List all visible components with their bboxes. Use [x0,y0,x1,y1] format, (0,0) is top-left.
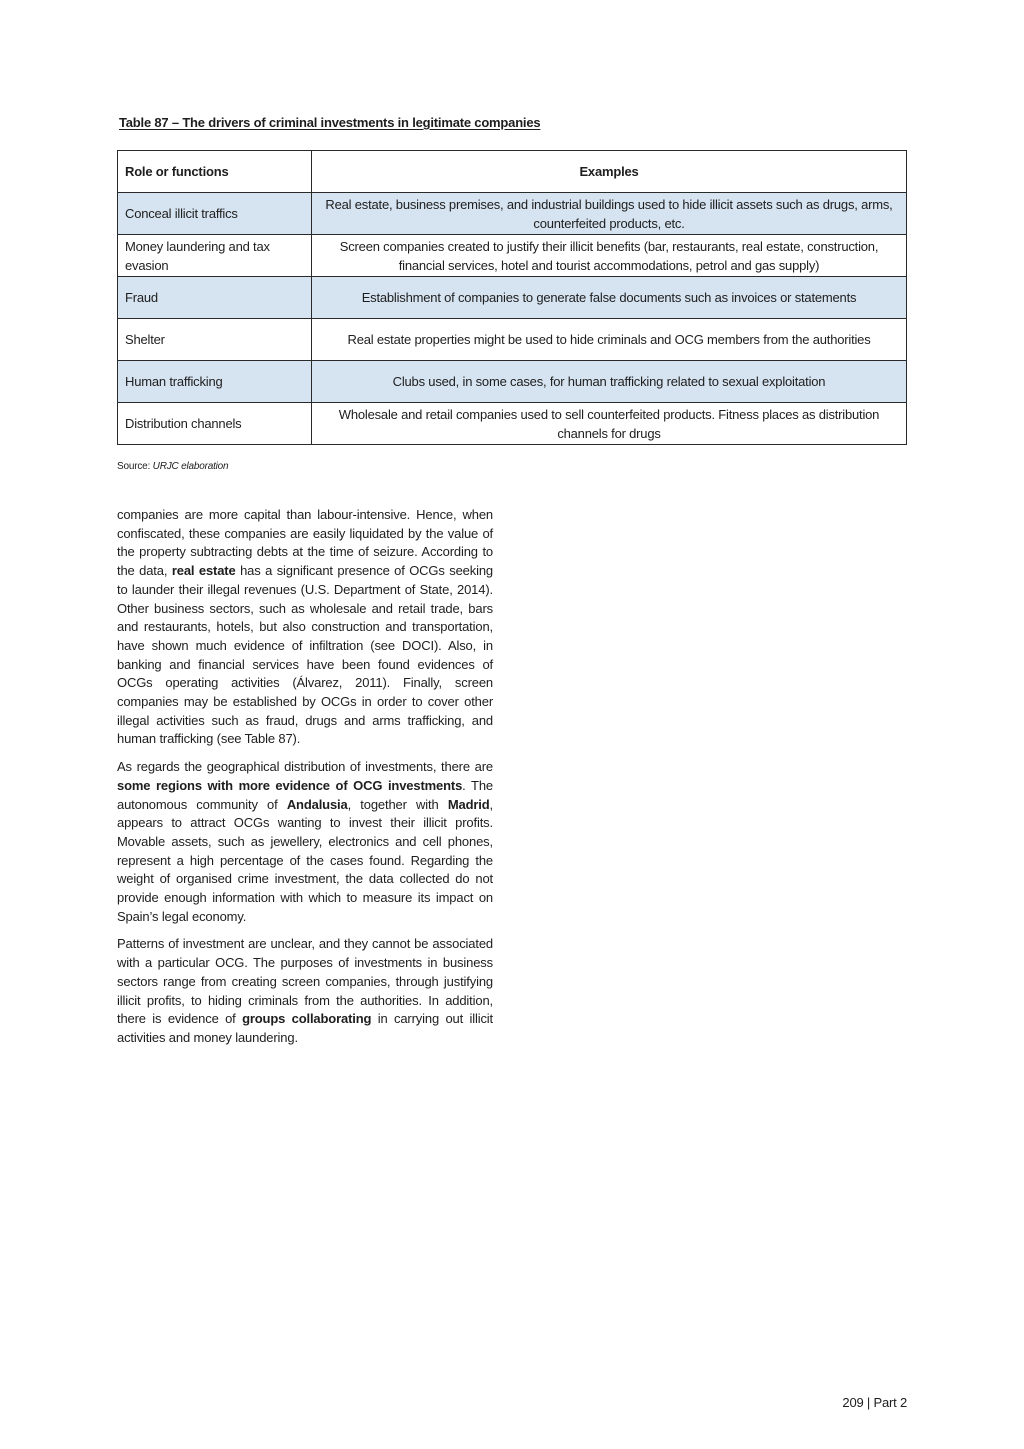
row-example: Clubs used, in some cases, for human trafficking related to sexual exploitation [312,361,907,403]
row-example: Real estate, business premises, and industrial buildings used to hide illicit assets such as drugs, arms, counterfeited products, etc. [312,193,907,235]
bold-text-run: some regions with more evidence of OCG investments [117,777,463,793]
text-run: in carrying out illicit activities and money laundering. [117,1011,493,1045]
drivers-table [117,150,907,445]
bold-text-run: real estate [171,563,236,579]
table-row [118,319,907,361]
row-role: Conceal illicit traffics [118,193,312,235]
table-header-row [118,151,907,193]
table-row [118,193,907,235]
body-paragraph [117,506,493,749]
row-role: Fraud [118,277,312,319]
row-role: Money laundering and tax evasion [118,235,312,277]
row-role: Distribution channels [118,403,312,445]
text-run: , appears to attract OCGs wanting to invest their illicit profits. Movable assets, such as jewellery, electronics and cell phones, represent a high percentage of the cases found. Regarding the weight of organised crime investment, the data collected do not provide enough information with which to measure its impact on Spain’s legal economy. [117,796,493,924]
page-number: 209 | Part 2 [842,1395,907,1410]
row-role: Shelter [118,319,312,361]
header-role: Role or functions [118,151,312,193]
bold-text-run: Madrid [447,796,490,812]
header-examples: Examples [312,151,907,193]
bold-text-run: Andalusia [286,796,348,812]
row-example: Real estate properties might be used to hide criminals and OCG members from the authorities [312,319,907,361]
table-row [118,403,907,445]
text-run: companies are more capital than labour-intensive. Hence, when confiscated, these companies are easily liquidated by the value of the property subtracting debts at the time of seizure. According to the data, [117,507,493,579]
table-row [118,361,907,403]
source-value: URJC elaboration [152,461,229,472]
text-run: Patterns of investment are unclear, and they cannot be associated with a particular OCG. The purposes of investments in business sectors range from creating screen companies, through justifying illicit profits, to hiding criminals from the authorities. In addition, there is evidence of [117,936,493,1027]
text-run: has a significant presence of OCGs seeking to launder their illegal revenues (U.S. Department of State, 2014). Other business sectors, such as wholesale and retail trade, bars and restaurants, hotels, but also construction and transportation, have shown much evidence of infiltration (see DOCI). Also, in banking and financial services have been found evidences of OCGs operating activities (Álvarez, 2011). Finally, screen companies may be established by OCGs in order to cover other illegal activities such as fraud, drugs and arms trafficking, and human trafficking (see Table 87). [117,563,494,747]
table-source [117,461,228,472]
row-example: Wholesale and retail companies used to sell counterfeited products. Fitness places as distribution channels for drugs [312,403,907,445]
table-row [118,235,907,277]
table-caption: Table 87 – The drivers of criminal investments in legitimate companies [119,115,541,130]
bold-text-run: groups collaborating [242,1011,372,1027]
text-run: , together with [347,796,448,812]
body-text-column [117,506,493,1057]
row-role: Human trafficking [118,361,312,403]
source-label: Source: [117,461,151,472]
text-run: . The autonomous community of [117,777,493,812]
row-example: Establishment of companies to generate false documents such as invoices or statements [312,277,907,319]
body-paragraph [117,935,493,1047]
body-paragraph [117,758,493,926]
text-run: As regards the geographical distribution of investments, there are [117,759,493,775]
table-row [118,277,907,319]
row-example: Screen companies created to justify their illicit benefits (bar, restaurants, real estate, construction, financial services, hotel and tourist accommodations, petrol and gas supply) [312,235,907,277]
